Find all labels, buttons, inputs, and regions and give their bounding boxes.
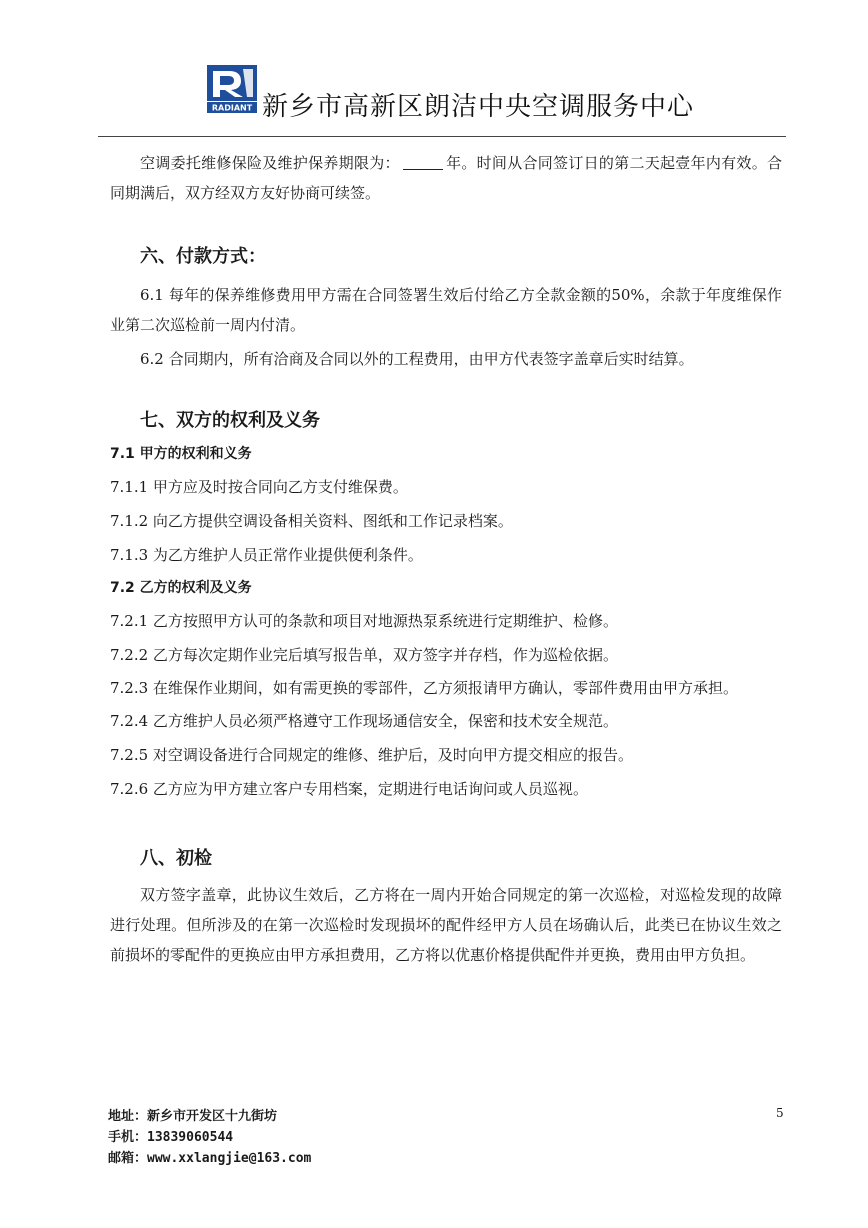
item-7-2-3: 7.2.3 在维保作业期间，如有需更换的零部件，乙方须报请甲方确认，零部件费用由甲方承担。 <box>110 679 738 697</box>
item-7-2-5: 7.2.5 对空调设备进行合同规定的维修、维护后，及时向甲方提交相应的报告。 <box>110 746 633 764</box>
header-title: 新乡市高新区朗洁中央空调服务中心 <box>262 92 695 122</box>
item-7-2-4: 7.2.4 乙方维护人员必须严格遵守工作现场通信安全，保密和技术安全规范。 <box>110 712 618 730</box>
term-blank <box>403 155 443 170</box>
header-divider <box>98 136 786 137</box>
document-body <box>110 148 782 970</box>
item-7-2-2: 7.2.2 乙方每次定期作业完后填写报告单，双方签字并存档，作为巡检依据。 <box>110 646 618 664</box>
item-7-1-3: 7.1.3 为乙方维护人员正常作业提供便利条件。 <box>110 546 423 564</box>
section-7-1-heading: 7.1 甲方的权利和义务 <box>110 446 252 462</box>
section-6-2: 6.2 合同期内，所有洽商及合同以外的工程费用，由甲方代表签字盖章后实时结算。 <box>140 350 694 368</box>
footer-email: 邮箱：www.xxlangjie@163.com <box>108 1151 312 1166</box>
section-7-2-heading: 7.2 乙方的权利及义务 <box>110 580 252 596</box>
section-6-1: 6.1 每年的保养维修费用甲方需在合同签署生效后付给乙方全款金额的50%，余款于年度维保作业第二次巡检前一周内付清。 <box>110 286 782 334</box>
radiant-logo <box>207 65 257 113</box>
svg-text:RADIANT: RADIANT <box>211 103 253 113</box>
section-7-heading: 七、双方的权利及义务 <box>140 410 320 431</box>
section-6-heading: 六、付款方式： <box>140 246 266 267</box>
item-7-2-6: 7.2.6 乙方应为甲方建立客户专用档案，定期进行电话询问或人员巡视。 <box>110 780 588 798</box>
item-7-1-2: 7.1.2 向乙方提供空调设备相关资料、图纸和工作记录档案。 <box>110 512 513 530</box>
page-number: 5 <box>776 1106 784 1120</box>
section-8-paragraph: 双方签字盖章，此协议生效后，乙方将在一周内开始合同规定的第一次巡检，对巡检发现的故障进行处理。但所涉及的在第一次巡检时发现损坏的配件经甲方人员在场确认后，此类已在协议生效之前损坏的零配件的更换应由甲方承担费用，乙方将以优惠价格提供配件并更换，费用由甲方负担。 <box>110 886 782 964</box>
footer-address: 地址：新乡市开发区十九街坊 <box>108 1109 278 1124</box>
page-footer <box>108 1106 311 1169</box>
item-7-2-1: 7.2.1 乙方按照甲方认可的条款和项目对地源热泵系统进行定期维护、检修。 <box>110 612 618 630</box>
section-8-heading: 八、初检 <box>140 848 212 869</box>
footer-phone: 手机：13839060544 <box>108 1130 234 1145</box>
intro-text-1: 空调委托维修保险及维护保养期限为： <box>140 154 400 172</box>
item-7-1-1: 7.1.1 甲方应及时按合同向乙方支付维保费。 <box>110 478 408 496</box>
page-header <box>0 0 868 140</box>
intro-text-2: 年。时间从合同签订日的第二天起壹年内有效。合同期满后，双方经双方友好协商可续签。 <box>110 154 782 202</box>
intro-paragraph <box>110 148 782 208</box>
